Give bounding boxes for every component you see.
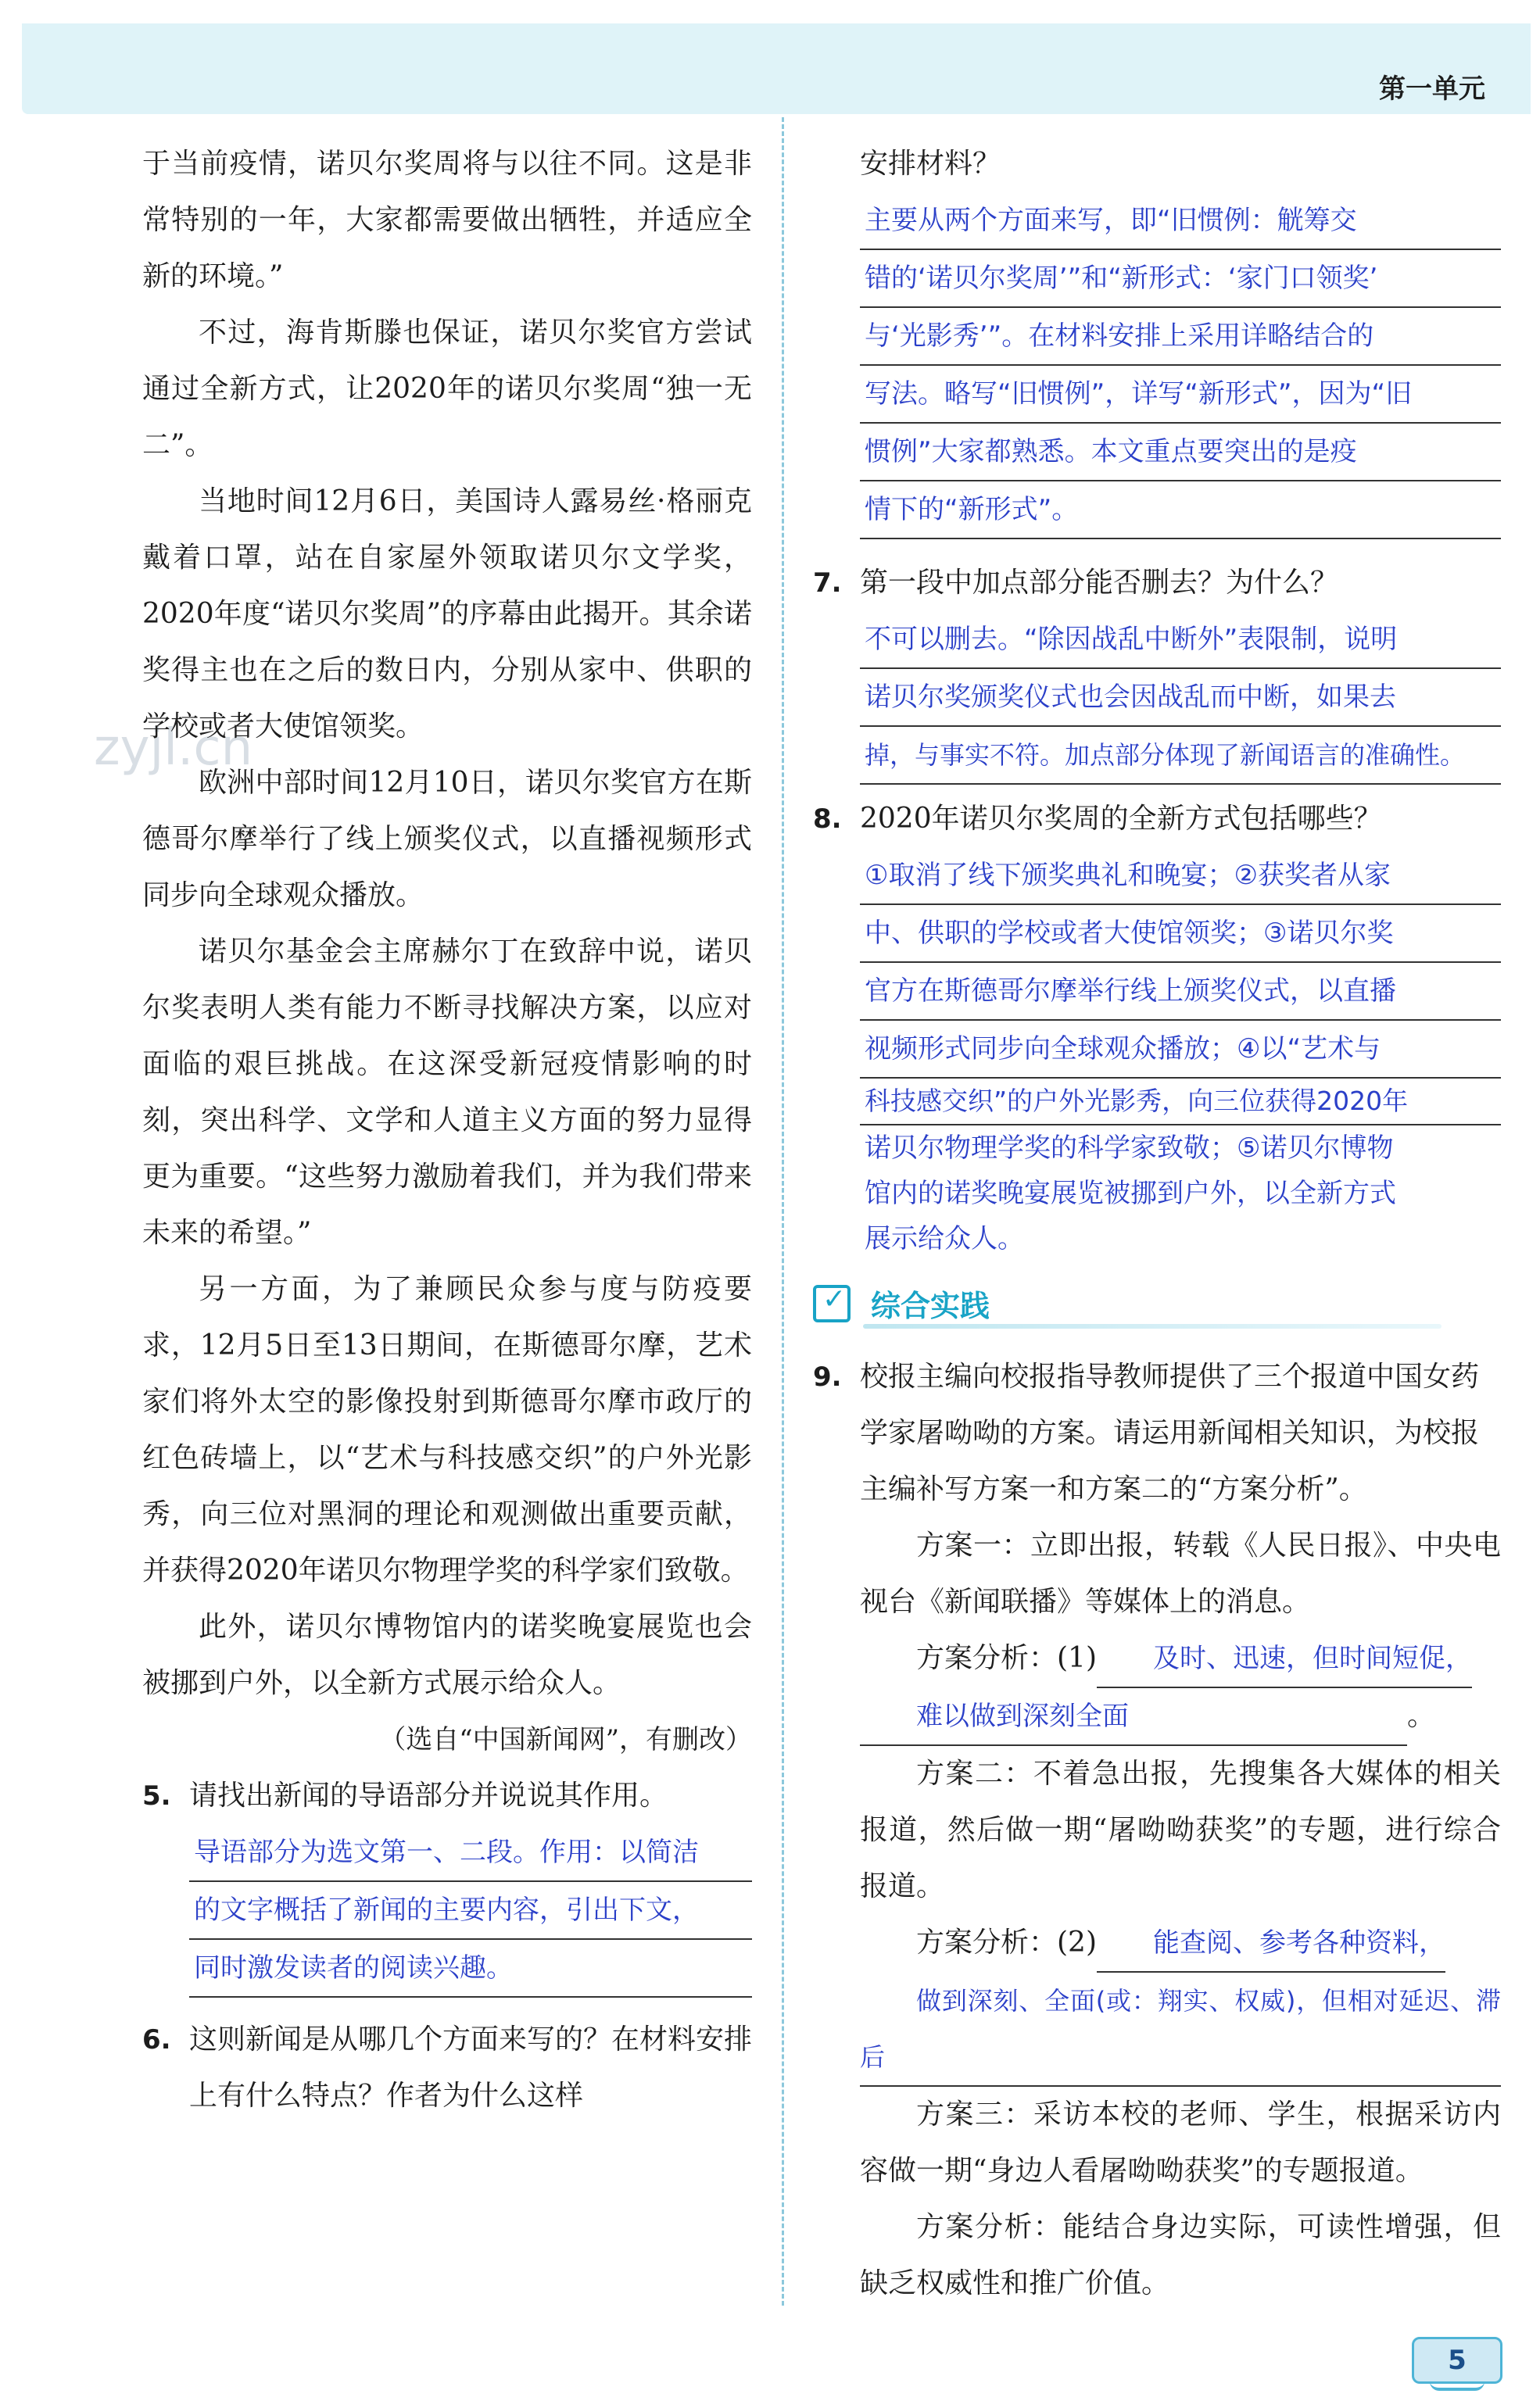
right-column xyxy=(813,136,1501,2312)
section-header xyxy=(813,1279,1501,1333)
article-paragraph: 诺贝尔基金会主席赫尔丁在致辞中说，诺贝尔奖表明人类有能力不断寻找解决方案，以应对面临的艰巨挑战。在这深受新冠疫情影响的时刻，突出科学、文学和人道主义方面的努力显得更为重要。“这些努力激励着我们，并为我们带来未来的希望。” xyxy=(142,936,752,1249)
check-icon: ✓ xyxy=(822,1283,847,1315)
question-number: 9. xyxy=(813,1361,842,1393)
answer-line: 官方在斯德哥尔摩举行线上颁奖仪式，以直播 xyxy=(860,963,1501,1021)
plan-3: 方案三：采访本校的老师、学生，根据采访内容做一期“身边人看屠呦呦获奖”的专题报道。 xyxy=(860,2099,1501,2187)
answer-line: 科技感交织”的户外光影秀，向三位获得2020年 xyxy=(860,1079,1501,1125)
watermark: zyjl.cn xyxy=(94,719,253,777)
article-paragraph: 欧洲中部时间12月10日，诺贝尔奖官方在斯德哥尔摩举行了线上颁奖仪式，以直播视频形式同步向全球观众播放。 xyxy=(142,767,752,911)
answer-line: ①取消了线下颁奖典礼和晚宴；②获奖者从家 xyxy=(860,847,1501,905)
article-paragraph: 不过，海肯斯滕也保证，诺贝尔奖官方尝试通过全新方式，让2020年的诺贝尔奖周“独一无二”。 xyxy=(142,317,752,461)
answer-line: 诺贝尔物理学奖的科学家致敬；⑤诺贝尔博物 xyxy=(865,1132,1394,1164)
section-underline xyxy=(863,1324,1442,1329)
answer-blank: 做到深刻、全面(或：翔实、权威)，但相对延迟、滞后 xyxy=(860,1973,1501,2087)
answer-line: 掉，与事实不符。加点部分体现了新闻语言的准确性。 xyxy=(860,727,1501,785)
question-text: 第一段中加点部分能否删去？为什么？ xyxy=(860,567,1339,599)
page-number: 5 xyxy=(1412,2337,1502,2384)
question-text: 请找出新闻的导语部分并说说其作用。 xyxy=(189,1780,668,1812)
answer-blank: 能查阅、参考各种资料， xyxy=(1097,1915,1445,1973)
answer-line: 不可以删去。“除因战乱中断外”表限制，说明 xyxy=(860,611,1501,669)
left-column xyxy=(142,136,752,2124)
unit-label: 第一单元 xyxy=(1379,73,1485,105)
answer-line: 中、供职的学校或者大使馆领奖；③诺贝尔奖 xyxy=(860,905,1501,963)
question-8 xyxy=(813,791,1501,847)
analysis-prefix: 方案分析：(1) xyxy=(916,1642,1097,1674)
answer-7 xyxy=(813,611,1501,785)
answer-5 xyxy=(142,1824,752,1998)
answer-blank: 及时、迅速，但时间短促， xyxy=(1097,1630,1472,1688)
analysis-1 xyxy=(813,1630,1501,1746)
question-text: 2020年诺贝尔奖周的全新方式包括哪些？ xyxy=(860,803,1382,835)
answer-line: 情下的“新形式”。 xyxy=(860,481,1501,539)
analysis-prefix: 方案分析：(2) xyxy=(916,1927,1097,1959)
answer-line: 馆内的诺奖晚宴展览被挪到户外，以全新方式 xyxy=(865,1178,1396,1209)
question-9 xyxy=(813,1349,1501,1518)
answer-line: 主要从两个方面来写，即“旧惯例：觥筹交 xyxy=(860,192,1501,250)
question-number: 7. xyxy=(813,567,842,599)
question-6 xyxy=(142,2012,752,2124)
answer-blank: 难以做到深刻全面 xyxy=(860,1688,1407,1746)
answer-line: 展示给众人。 xyxy=(865,1223,1024,1254)
question-number: 8. xyxy=(813,803,842,835)
analysis-3: 方案分析：能结合身边实际，可读性增强，但缺乏权威性和推广价值。 xyxy=(860,2211,1501,2299)
answer-line: 视频形式同步向全球观众播放；④以“艺术与 xyxy=(860,1021,1501,1079)
answer-6 xyxy=(813,192,1501,539)
article-paragraph: 此外，诺贝尔博物馆内的诺奖晚宴展览也会被挪到户外，以全新方式展示给众人。 xyxy=(142,1611,752,1699)
question-7 xyxy=(813,555,1501,611)
plan-1: 方案一：立即出报，转载《人民日报》、中央电视台《新闻联播》等媒体上的消息。 xyxy=(860,1530,1501,1618)
article-paragraph: 另一方面，为了兼顾民众参与度与防疫要求，12月5日至13日期间，在斯德哥尔摩，艺术家们将外太空的影像投射到斯德哥尔摩市政厅的红色砖墙上，以“艺术与科技感交织”的户外光影秀，向三位对黑洞的理论和观测做出重要贡献，并获得2020年诺贝尔物理学奖的科学家们致敬。 xyxy=(142,1273,752,1587)
answer-line: 与‘光影秀’”。在材料安排上采用详略结合的 xyxy=(860,308,1501,366)
section-title: 综合实践 xyxy=(871,1289,990,1323)
answer-line: 导语部分为选文第一、二段。作用：以简洁 xyxy=(189,1824,752,1882)
question-5 xyxy=(142,1768,752,1824)
question-6-continued: 安排材料？ xyxy=(860,148,1001,180)
period: 。 xyxy=(1407,1700,1436,1732)
article-source: （选自“中国新闻网”，有删改） xyxy=(379,1724,752,1755)
column-divider xyxy=(782,117,784,2306)
answer-line: 诺贝尔奖颁奖仪式也会因战乱而中断，如果去 xyxy=(860,669,1501,727)
question-text: 校报主编向校报指导教师提供了三个报道中国女药学家屠呦呦的方案。请运用新闻相关知识，为校报主编补写方案一和方案二的“方案分析”。 xyxy=(860,1361,1480,1505)
answer-line: 惯例”大家都熟悉。本文重点要突出的是疫 xyxy=(860,424,1501,481)
article-paragraph: 于当前疫情，诺贝尔奖周将与以往不同。这是非常特别的一年，大家都需要做出牺牲，并适应全新的环境。” xyxy=(142,148,752,292)
answer-line: 错的‘诺贝尔奖周’”和“新形式：‘家门口领奖’ xyxy=(860,250,1501,308)
question-number: 6. xyxy=(142,2024,171,2056)
question-text: 这则新闻是从哪几个方面来写的？在材料安排上有什么特点？作者为什么这样 xyxy=(189,2023,753,2112)
answer-8 xyxy=(813,847,1501,1261)
answer-line: 同时激发读者的阅读兴趣。 xyxy=(189,1940,752,1998)
question-number: 5. xyxy=(142,1780,171,1812)
header-band xyxy=(22,23,1531,114)
analysis-2 xyxy=(813,1915,1501,2087)
article-paragraph: 当地时间12月6日，美国诗人露易丝·格丽克戴着口罩，站在自家屋外领取诺贝尔文学奖，2020年度“诺贝尔奖周”的序幕由此揭开。其余诺奖得主也在之后的数日内，分别从家中、供职的学校或者大使馆领奖。 xyxy=(142,485,752,742)
answer-line: 写法。略写“旧惯例”，详写“新形式”，因为“旧 xyxy=(860,366,1501,424)
answer-line: 的文字概括了新闻的主要内容，引出下文， xyxy=(189,1882,752,1940)
plan-2: 方案二：不着急出报，先搜集各大媒体的相关报道，然后做一期“屠呦呦获奖”的专题，进行综合报道。 xyxy=(860,1758,1501,1902)
